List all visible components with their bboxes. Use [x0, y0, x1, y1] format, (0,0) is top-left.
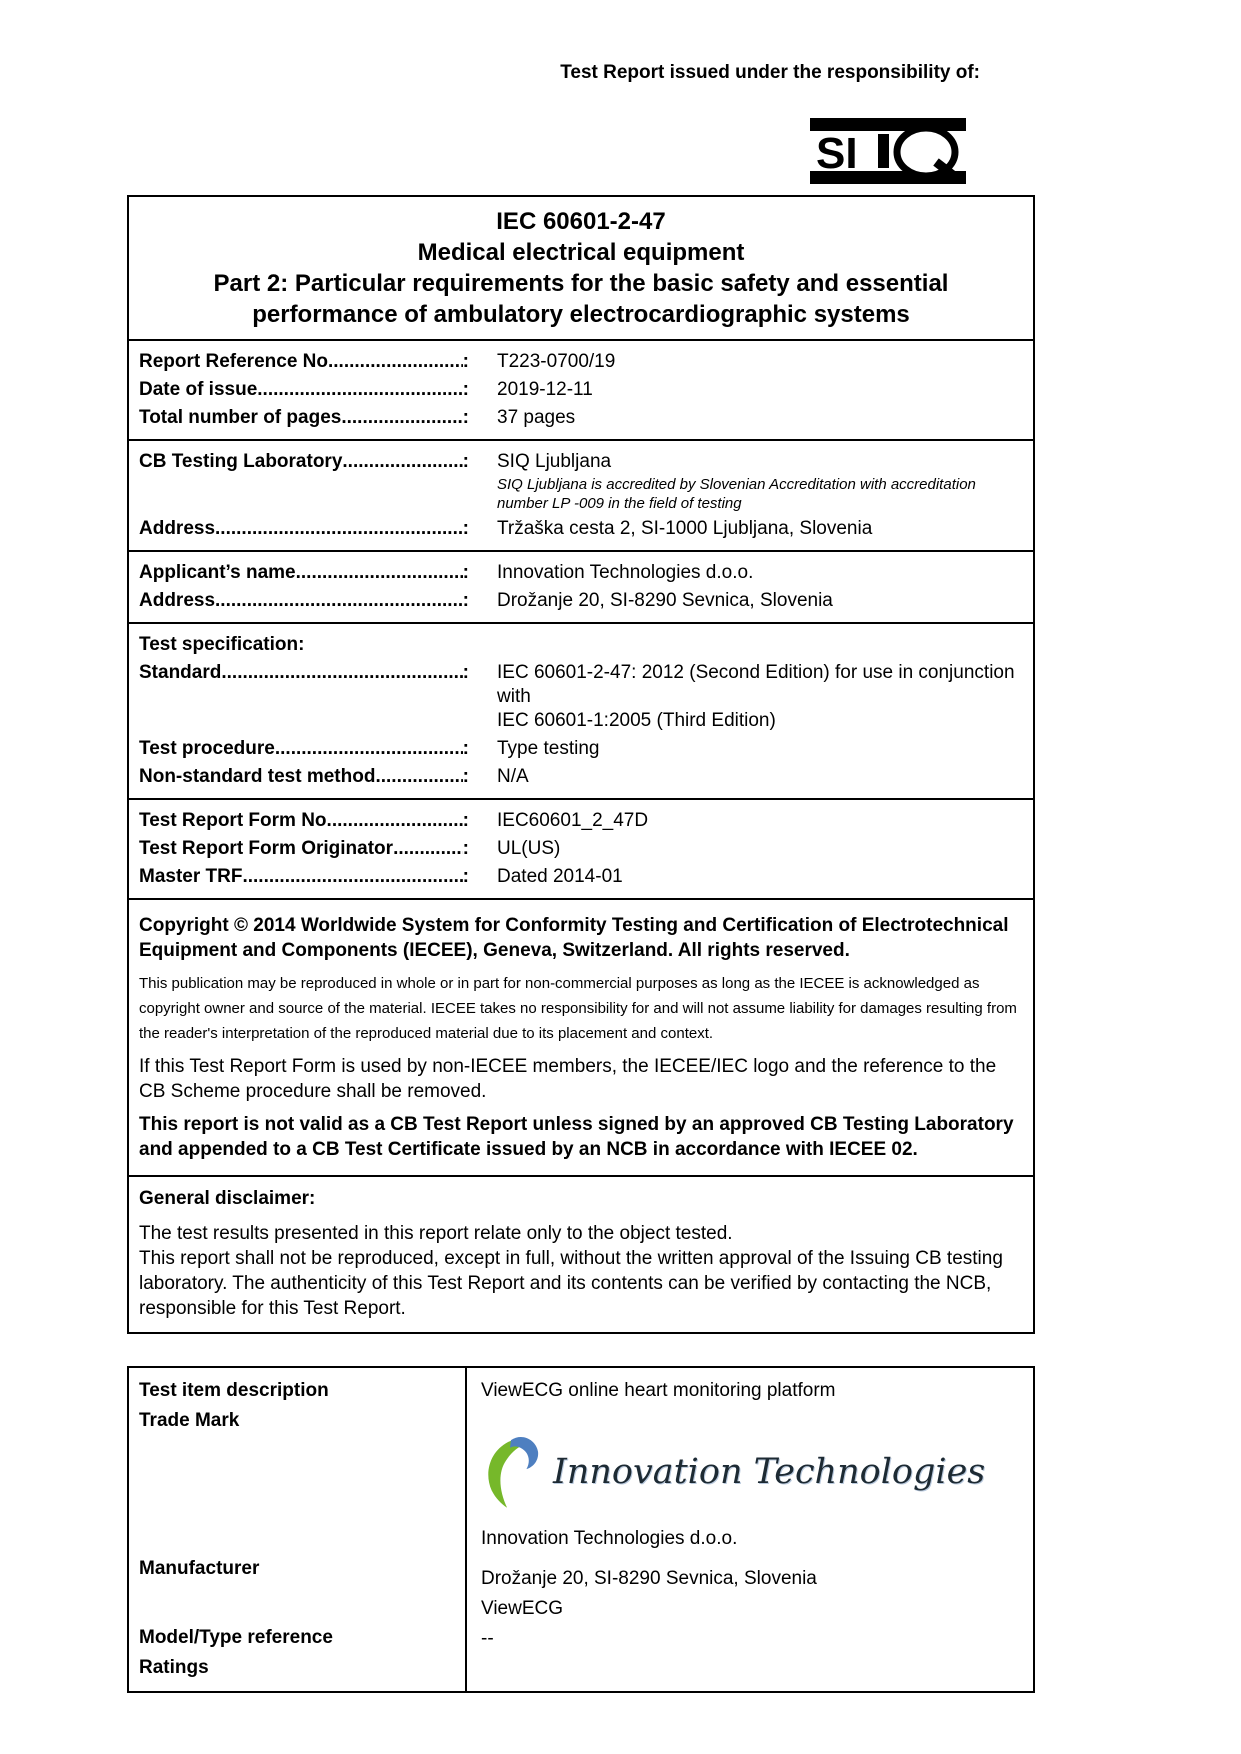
- row-value: UL(US): [497, 838, 561, 859]
- logo-blue-swirl: [510, 1437, 538, 1469]
- copyright-notice: Copyright © 2014 Worldwide System for Conformity Testing and Certification of Electrotechnical Equipment and Components (IECEE), Geneva, Switzerland. All rights reserved.: [139, 915, 1009, 961]
- row-label-text: Test Report Form Originator: [139, 838, 394, 859]
- row-label: [139, 378, 469, 402]
- trademark-logo-text: Innovation Technologies: [553, 1452, 986, 1492]
- row-label: [139, 1557, 457, 1581]
- row-label-text: Model/Type reference: [139, 1627, 333, 1648]
- disclaimer-heading: General disclaimer:: [139, 1188, 316, 1209]
- reproduction-permission-text: This publication may be reproduced in whole or in part for non-commercial purposes as long as the IECEE is acknowledged as copyright owner and source of the material. IECEE takes no responsibility for and will not assume liability for damages resulting from the reader's interpretation of the reproduced material due to its placement and context.: [139, 975, 1017, 1042]
- row-value: 37 pages: [497, 407, 576, 428]
- table-row: [139, 517, 1023, 541]
- row-label-text: Trade Mark: [139, 1410, 240, 1431]
- row-label-text: Test procedure: [139, 738, 275, 759]
- disclaimer-section: [129, 1175, 1033, 1332]
- trademark-logo: [481, 1434, 985, 1510]
- table-row: [139, 809, 1023, 833]
- test-specification-heading: Test specification:: [139, 634, 305, 655]
- copyright-section: [129, 898, 1033, 1175]
- leader-dots: [215, 517, 463, 541]
- non-iecee-notice: If this Test Report Form is used by non-IECEE members, the IECEE/IEC logo and the reference to the CB Scheme procedure shall be removed.: [139, 1056, 997, 1102]
- row-label: [139, 1379, 457, 1403]
- row-label-text: CB Testing Laboratory: [139, 451, 343, 472]
- table-row: [139, 406, 1023, 430]
- responsibility-statement: Test Report issued under the responsibility of:: [560, 62, 980, 83]
- row-value: Drožanje 20, SI-8290 Sevnica, Slovenia: [497, 590, 833, 611]
- leader-dots: [275, 737, 463, 761]
- table-row: [139, 865, 1023, 889]
- row-label: [139, 450, 469, 474]
- row-label: [139, 765, 469, 789]
- table-row: [139, 765, 1023, 789]
- row-value: Innovation Technologies d.o.o.: [497, 562, 754, 583]
- table-row: [139, 837, 1023, 861]
- row-label-text: Non-standard test method: [139, 766, 376, 787]
- table-row: [139, 737, 1023, 761]
- leader-dots: [242, 865, 462, 889]
- row-label: [139, 661, 469, 685]
- row-value: IEC60601_2_47D: [497, 810, 649, 831]
- row-label-text: Applicant’s name: [139, 562, 296, 583]
- row-label: [139, 406, 469, 430]
- table-row: [139, 378, 1023, 402]
- item-value-column: [467, 1368, 1033, 1691]
- row-value: Type testing: [497, 738, 600, 759]
- spacer: [139, 1439, 457, 1551]
- row-label: [139, 589, 469, 613]
- leader-dots: [328, 350, 463, 374]
- row-value: N/A: [497, 766, 529, 787]
- disclaimer-line-1: The test results presented in this report relate only to the object tested.: [139, 1223, 733, 1244]
- table-row: [139, 589, 1023, 613]
- row-label: [139, 865, 469, 889]
- row-label: [139, 737, 469, 761]
- row-value-line-2: Drožanje 20, SI-8290 Sevnica, Slovenia: [481, 1568, 817, 1589]
- disclaimer-line-2: This report shall not be reproduced, except in full, without the written approval of the Issuing CB testing laboratory. The authenticity of this Test Report and its contents can be verified by contacting the NCB, responsible for this Test Report.: [139, 1248, 1003, 1319]
- row-label: [139, 809, 469, 833]
- row-label: [139, 1656, 457, 1680]
- cb-validity-notice: This report is not valid as a CB Test Report unless signed by an approved CB Testing Laboratory and appended to a CB Test Certificate issued by an NCB in accordance with IECEE 02.: [139, 1114, 1014, 1160]
- leader-dots: [296, 561, 463, 585]
- row-label: [139, 837, 469, 861]
- report-title-block: [129, 197, 1033, 339]
- standard-line-2: IEC 60601-1:2005 (Third Edition): [497, 710, 776, 731]
- leader-dots: [257, 378, 462, 402]
- row-value: T223-0700/19: [497, 351, 616, 372]
- row-value: [469, 661, 1023, 733]
- standard-line-1: IEC 60601-2-47: 2012 (Second Edition) for use in conjunction with: [497, 662, 1015, 707]
- siq-logo-bar-i: [878, 134, 889, 168]
- test-specification-section: [129, 622, 1033, 798]
- row-label: [139, 517, 469, 541]
- test-item-table: [127, 1366, 1035, 1693]
- row-label: [139, 561, 469, 585]
- leader-dots: [375, 765, 462, 789]
- row-value: ViewECG online heart monitoring platform: [481, 1380, 836, 1401]
- leader-dots: [215, 589, 463, 613]
- row-label-text: Standard: [139, 662, 222, 683]
- table-row: [139, 661, 1023, 733]
- lab-info-section: [129, 439, 1033, 550]
- table-row: [139, 450, 1023, 513]
- row-value: ViewECG: [481, 1598, 564, 1619]
- row-label-text: Test Report Form No: [139, 810, 327, 831]
- row-label: [139, 350, 469, 374]
- row-value: 2019-12-11: [497, 379, 593, 400]
- spacer: [139, 1587, 457, 1620]
- row-label-text: Ratings: [139, 1657, 209, 1678]
- row-label-text: Report Reference No: [139, 351, 328, 372]
- row-value: Innovation Technologies d.o.o.: [481, 1528, 738, 1549]
- row-label-text: Date of issue: [139, 379, 258, 400]
- row-label-text: Test item description: [139, 1380, 329, 1401]
- row-label-text: Master TRF: [139, 866, 243, 887]
- row-value: --: [481, 1628, 494, 1649]
- innovation-technologies-logo-icon: [481, 1434, 539, 1510]
- applicant-section: [129, 550, 1033, 622]
- leader-dots: [221, 661, 462, 685]
- item-label-column: [129, 1368, 467, 1691]
- row-value: [469, 450, 1023, 513]
- row-value: Dated 2014-01: [497, 866, 623, 887]
- accreditation-note: SIQ Ljubljana is accredited by Slovenian Accreditation with accreditation number LP -009 in the field of testing: [497, 476, 976, 512]
- leader-dots: [327, 809, 463, 833]
- siq-logo-letters: SI: [816, 129, 858, 178]
- leader-dots: [341, 406, 462, 430]
- row-value: Tržaška cesta 2, SI-1000 Ljubljana, Slovenia: [497, 518, 873, 539]
- table-row: [139, 561, 1023, 585]
- table-row: [139, 350, 1023, 374]
- trademark-cell: [481, 1409, 1023, 1521]
- row-label: [139, 1626, 457, 1650]
- row-label-text: Address: [139, 590, 216, 611]
- row-label-text: Total number of pages: [139, 407, 342, 428]
- part-title: Part 2: Particular requirements for the basic safety and essential performance of ambulatory electrocardiographic systems: [213, 270, 949, 328]
- logo-green-swoosh: [488, 1440, 525, 1507]
- leader-dots: [342, 450, 462, 474]
- leader-dots: [393, 837, 463, 861]
- standard-number: IEC 60601-2-47: [496, 208, 666, 235]
- report-info-section: [129, 339, 1033, 439]
- trf-section: [129, 798, 1033, 898]
- row-label: [139, 1409, 457, 1433]
- row-label-text: Manufacturer: [139, 1558, 260, 1579]
- row-label-text: Address: [139, 518, 216, 539]
- siq-logo: [810, 118, 966, 184]
- equipment-title: Medical electrical equipment: [417, 239, 745, 266]
- lab-name: SIQ Ljubljana: [497, 451, 612, 472]
- report-cover-table: [127, 195, 1035, 1334]
